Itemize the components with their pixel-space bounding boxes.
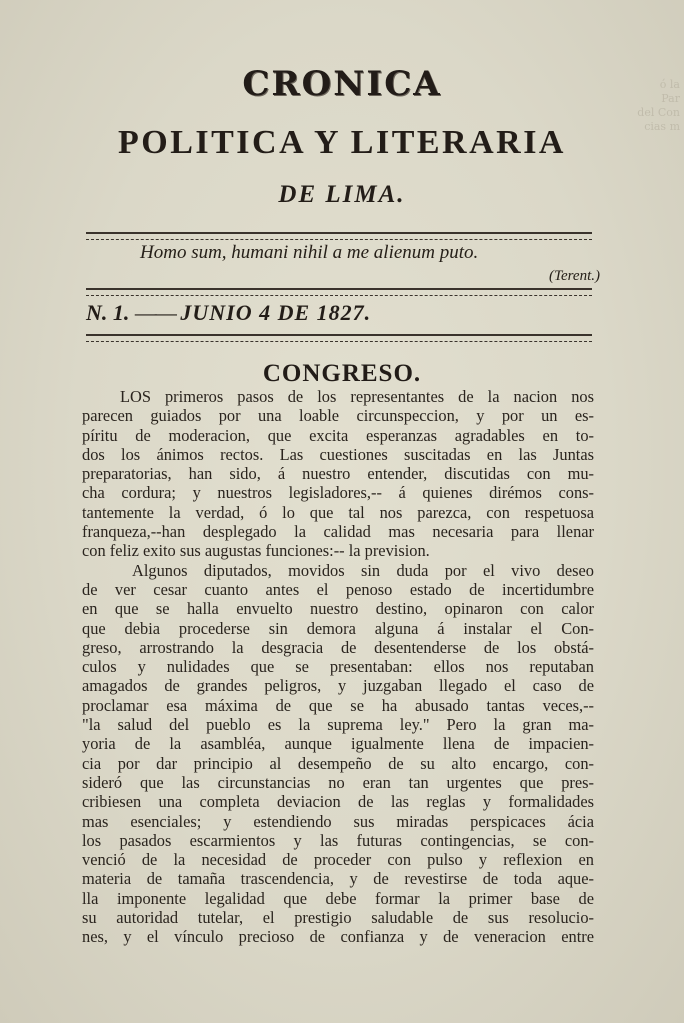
- article-line: culos y nulidades que se presentaban: ellos nos reputaban: [82, 657, 594, 677]
- article-line: preparatorias, han sido, á nuestro entender, discutidas con mu-: [82, 464, 594, 484]
- motto: Homo sum, humani nihil a me alienum puto.: [140, 242, 479, 263]
- article-line: nes, y el vínculo precioso de confianza y de veneracion entre: [82, 927, 594, 947]
- article-line: tantemente la verdad, ó lo que tal nos parezca, con respetuosa: [82, 502, 594, 522]
- top-rule: [86, 232, 592, 240]
- article-line: dos los ánimos rectos. Las cuestiones suscitadas en las Juntas: [82, 444, 594, 464]
- article-line: sideró que las circunstancias no eran tan urgentes que pres-: [82, 772, 594, 792]
- motto-rule: [86, 288, 592, 296]
- motto-source: (Terent.): [549, 268, 600, 284]
- article-line: proclamar esa máxima de que se ha abusado tantas veces,--: [82, 695, 594, 715]
- article-line: materia de tamaña trascendencia, y de revestirse de toda aque-: [82, 869, 594, 889]
- bleed-through-text: ó la Par del Con cias m: [637, 78, 680, 133]
- article-line: venció de la necesidad de proceder con pulso y reflexion en: [82, 850, 594, 870]
- article-line: yoria de la asambléa, aunque igualmente llena de impacien-: [82, 734, 594, 754]
- issue-date: JUNIO 4 DE 1827.: [180, 300, 372, 325]
- article-body: [82, 387, 594, 947]
- issue-number: N. 1.: [86, 300, 130, 325]
- issue-line: [86, 300, 592, 326]
- article-line: lla imponente legalidad que debe formar la primer base de: [82, 888, 594, 908]
- article-line: LOS primeros pasos de los representantes de la nacion nos: [120, 387, 594, 406]
- article-line: píritu de moderacion, que excita esperanzas agradables en to-: [82, 425, 594, 445]
- article-line: amagados de grandes peligros, y juzgaban llegado el caso de: [82, 676, 594, 696]
- article-title: CONGRESO.: [262, 360, 422, 387]
- article-line: con feliz exito sus augustas funciones:-- la prevision.: [82, 541, 430, 561]
- article-line: que debia procederse sin demora alguna á instalar el Con-: [82, 618, 594, 638]
- issue-rule: [86, 334, 592, 342]
- article-line: cribiesen una completa deviacion de las reglas y formalidades: [82, 792, 594, 812]
- article-line: su autoridad tutelar, el prestigio saludable de sus resolucio-: [82, 908, 594, 928]
- article-line: cia por dar principio al desempeño de su alto encargo, con-: [82, 753, 594, 773]
- article-line: franqueza,--han desplegado la calidad mas necesaria para llenar: [82, 522, 594, 542]
- article-line: Algunos diputados, movidos sin duda por el vivo deseo: [132, 560, 594, 580]
- masthead-city: DE LIMA.: [278, 181, 406, 208]
- masthead-title: CRONICA: [242, 64, 442, 104]
- article-line: mas esenciales; y estendiendo sus miradas perspicaces ácia: [82, 811, 594, 831]
- article-line: cha cordura; y nuestros legisladores,-- á quienes dirémos cons-: [82, 483, 594, 503]
- article-line: parecen guiados por una loable circunspeccion, y por un es-: [82, 406, 594, 426]
- article-line: greso, arrostrando la desgracia de desentenderse de los obstá-: [82, 637, 594, 657]
- masthead-subtitle: POLITICA Y LITERARIA: [117, 124, 566, 161]
- article-line: de ver cesar cuanto antes el penoso estado de incertidumbre: [82, 579, 594, 599]
- article-line: "la salud del pueblo es la suprema ley." Pero la gran ma-: [82, 715, 594, 735]
- issue-separator: ——: [134, 300, 175, 325]
- article-line: en que se halla envuelto nuestro destino, opinaron con calor: [82, 599, 594, 619]
- article-line: los pasados escarmientos y las futuras contingencias, se con-: [82, 830, 594, 850]
